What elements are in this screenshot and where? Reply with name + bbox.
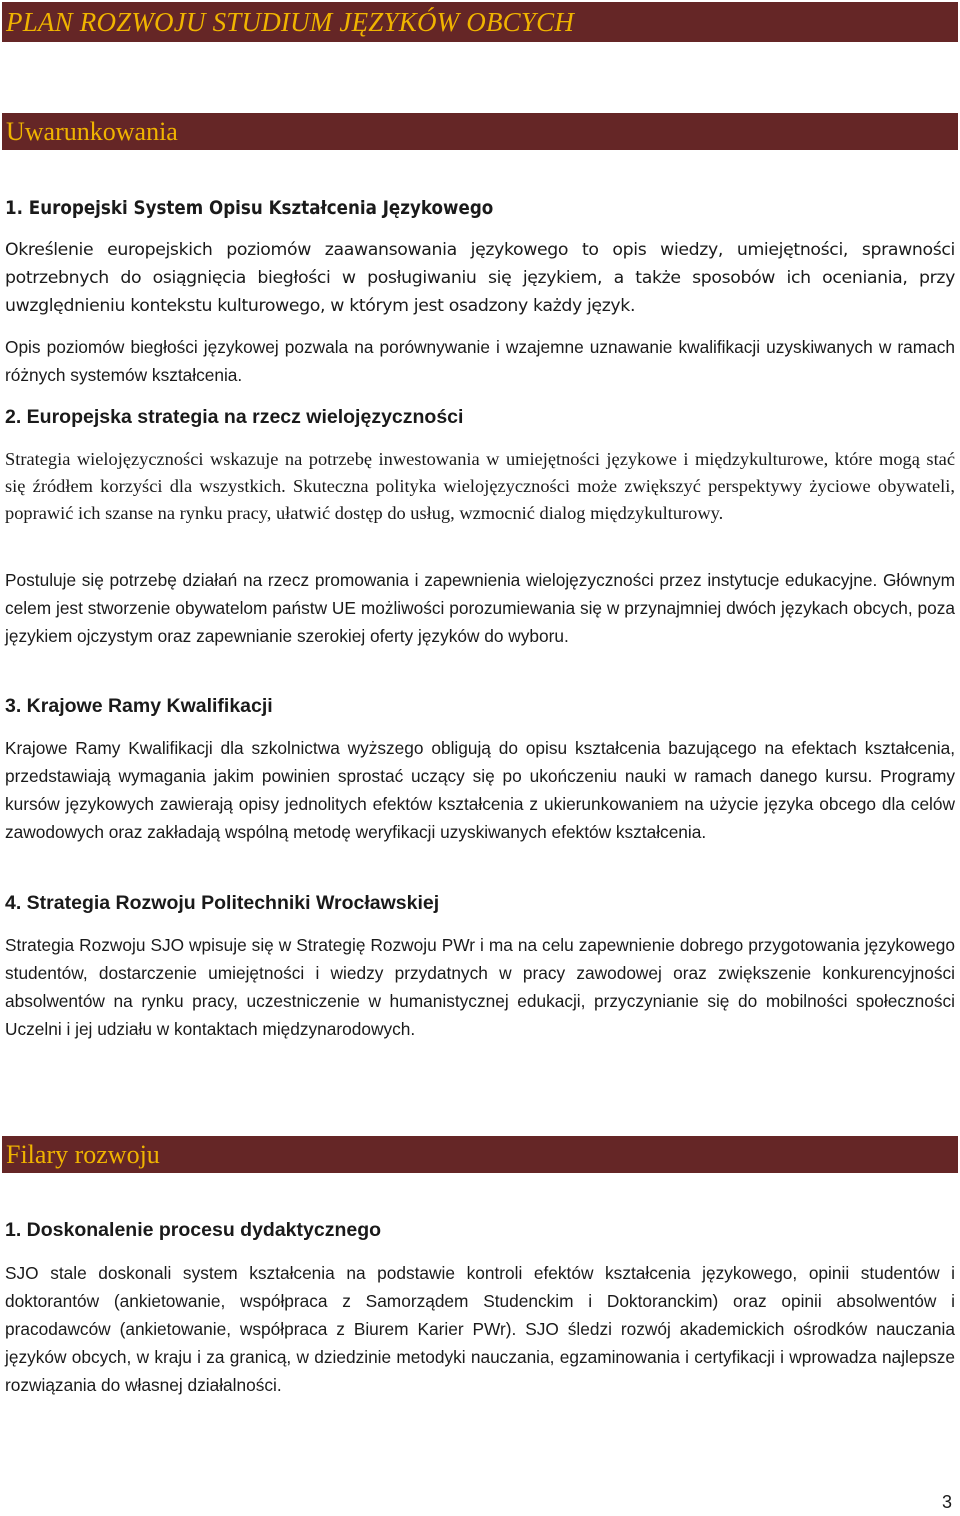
heading-strategia-wielojezycznosci: 2. Europejska strategia na rzecz wielojęzyczności [5,406,464,428]
paragraph-strategia-wielojezycznosci-1 [5,446,955,527]
paragraph-doskonalenie: SJO stale doskonali system kształcenia na podstawie kontroli efektów kształcenia językowego, opinii studentów i doktorantów (ankietowanie, współpraca z Samorządem Studenckim i Doktoranckim) oraz opinii absolwentów i pracodawców (ankietowanie, współpraca z Biurem Karier PWr). SJO śledzi rozwój akademickich ośrodków nauczania języków obcych, w kraju i za granicą, w dziedzinie metodyki nauczania, egzaminowania i certyfikacji i wprowadza najlepsze rozwiązania do własnej działalności. [5,1263,955,1395]
paragraph-europejski-system-2: Opis poziomów biegłości językowej pozwala na porównywanie i wzajemne uznawanie kwalifikacji uzyskiwanych w ramach różnych systemów kształcenia. [5,337,955,385]
paragraph-strategia-sentence-1: Strategia wielojęzyczności wskazuje na potrzebę inwestowania w umiejętności językowe i międzykulturowe, które mogą stać się źródłem korzyści dla wszystkich. [5,449,955,496]
paragraph-strategia-pwr: Strategia Rozwoju SJO wpisuje się w Strategię Rozwoju PWr i ma na celu zapewnienie dobrego przygotowania językowego studentów, dostarczenie umiejętności i wiedzy przydatnych w pracy zawodowej oraz zwiększenie konkurencyjności absolwentów na rynku pracy, uczestniczenie w humanistycznej edukacji, przyczynianie się do mobilności społeczności Uczelni i jej udziału w kontaktach międzynarodowych. [5,935,955,1039]
paragraph-strategia-sentence-2: Skuteczna polityka wielojęzyczności może zwiększyć perspektywy życiowe obywateli, poprawić ich szanse na rynku pracy, ułatwić dostęp do usług, wzmocnić dialog międzykulturowy. [5,476,955,523]
heading-krajowe-ramy: 3. Krajowe Ramy Kwalifikacji [5,695,273,717]
heading-strategia-pwr: 4. Strategia Rozwoju Politechniki Wrocławskiej [5,892,440,914]
heading-doskonalenie: 1. Doskonalenie procesu dydaktycznego [5,1219,382,1241]
section-heading-filary-rozwoju: Filary rozwoju [2,1136,958,1173]
paragraph-krajowe-ramy: Krajowe Ramy Kwalifikacji dla szkolnictwa wyższego obligują do opisu kształcenia bazującego na efektach kształcenia, przedstawiają wymagania jakim powinien sprostać uczący się po ukończeniu nauki w ramach danego kursu. Programy kursów językowych zawierają opisy jednolitych efektów kształcenia z ukierunkowaniem na użycie języka obcego dla celów zawodowych oraz zakładają wspólną metodę weryfikacji uzyskiwanych efektów kształcenia. [5,738,955,842]
document-title-banner: PLAN ROZWOJU STUDIUM JĘZYKÓW OBCYCH [2,2,958,42]
section-heading-uwarunkowania: Uwarunkowania [2,113,958,150]
page-number: 3 [941,1492,952,1512]
paragraph-europejski-system-1: Określenie europejskich poziomów zaawansowania językowego to opis wiedzy, umiejętności, sprawności potrzebnych do osiągnięcia biegłości w posługiwaniu się językiem, a także sposobów ich oceniania, przy uwzględnieniu kontekstu kulturowego, w którym jest osadzony każdy język. [5,240,955,316]
heading-europejski-system: 1. Europejski System Opisu Kształcenia Językowego [5,197,494,219]
paragraph-strategia-wielojezycznosci-2: Postuluje się potrzebę działań na rzecz promowania i zapewnienia wielojęzyczności przez instytucje edukacyjne. Głównym celem jest stworzenie obywatelom państw UE możliwości porozumiewania się w przynajmniej dwóch językach obcych, poza językiem ojczystym oraz zapewnianie szerokiej oferty języków do wyboru. [5,570,955,646]
